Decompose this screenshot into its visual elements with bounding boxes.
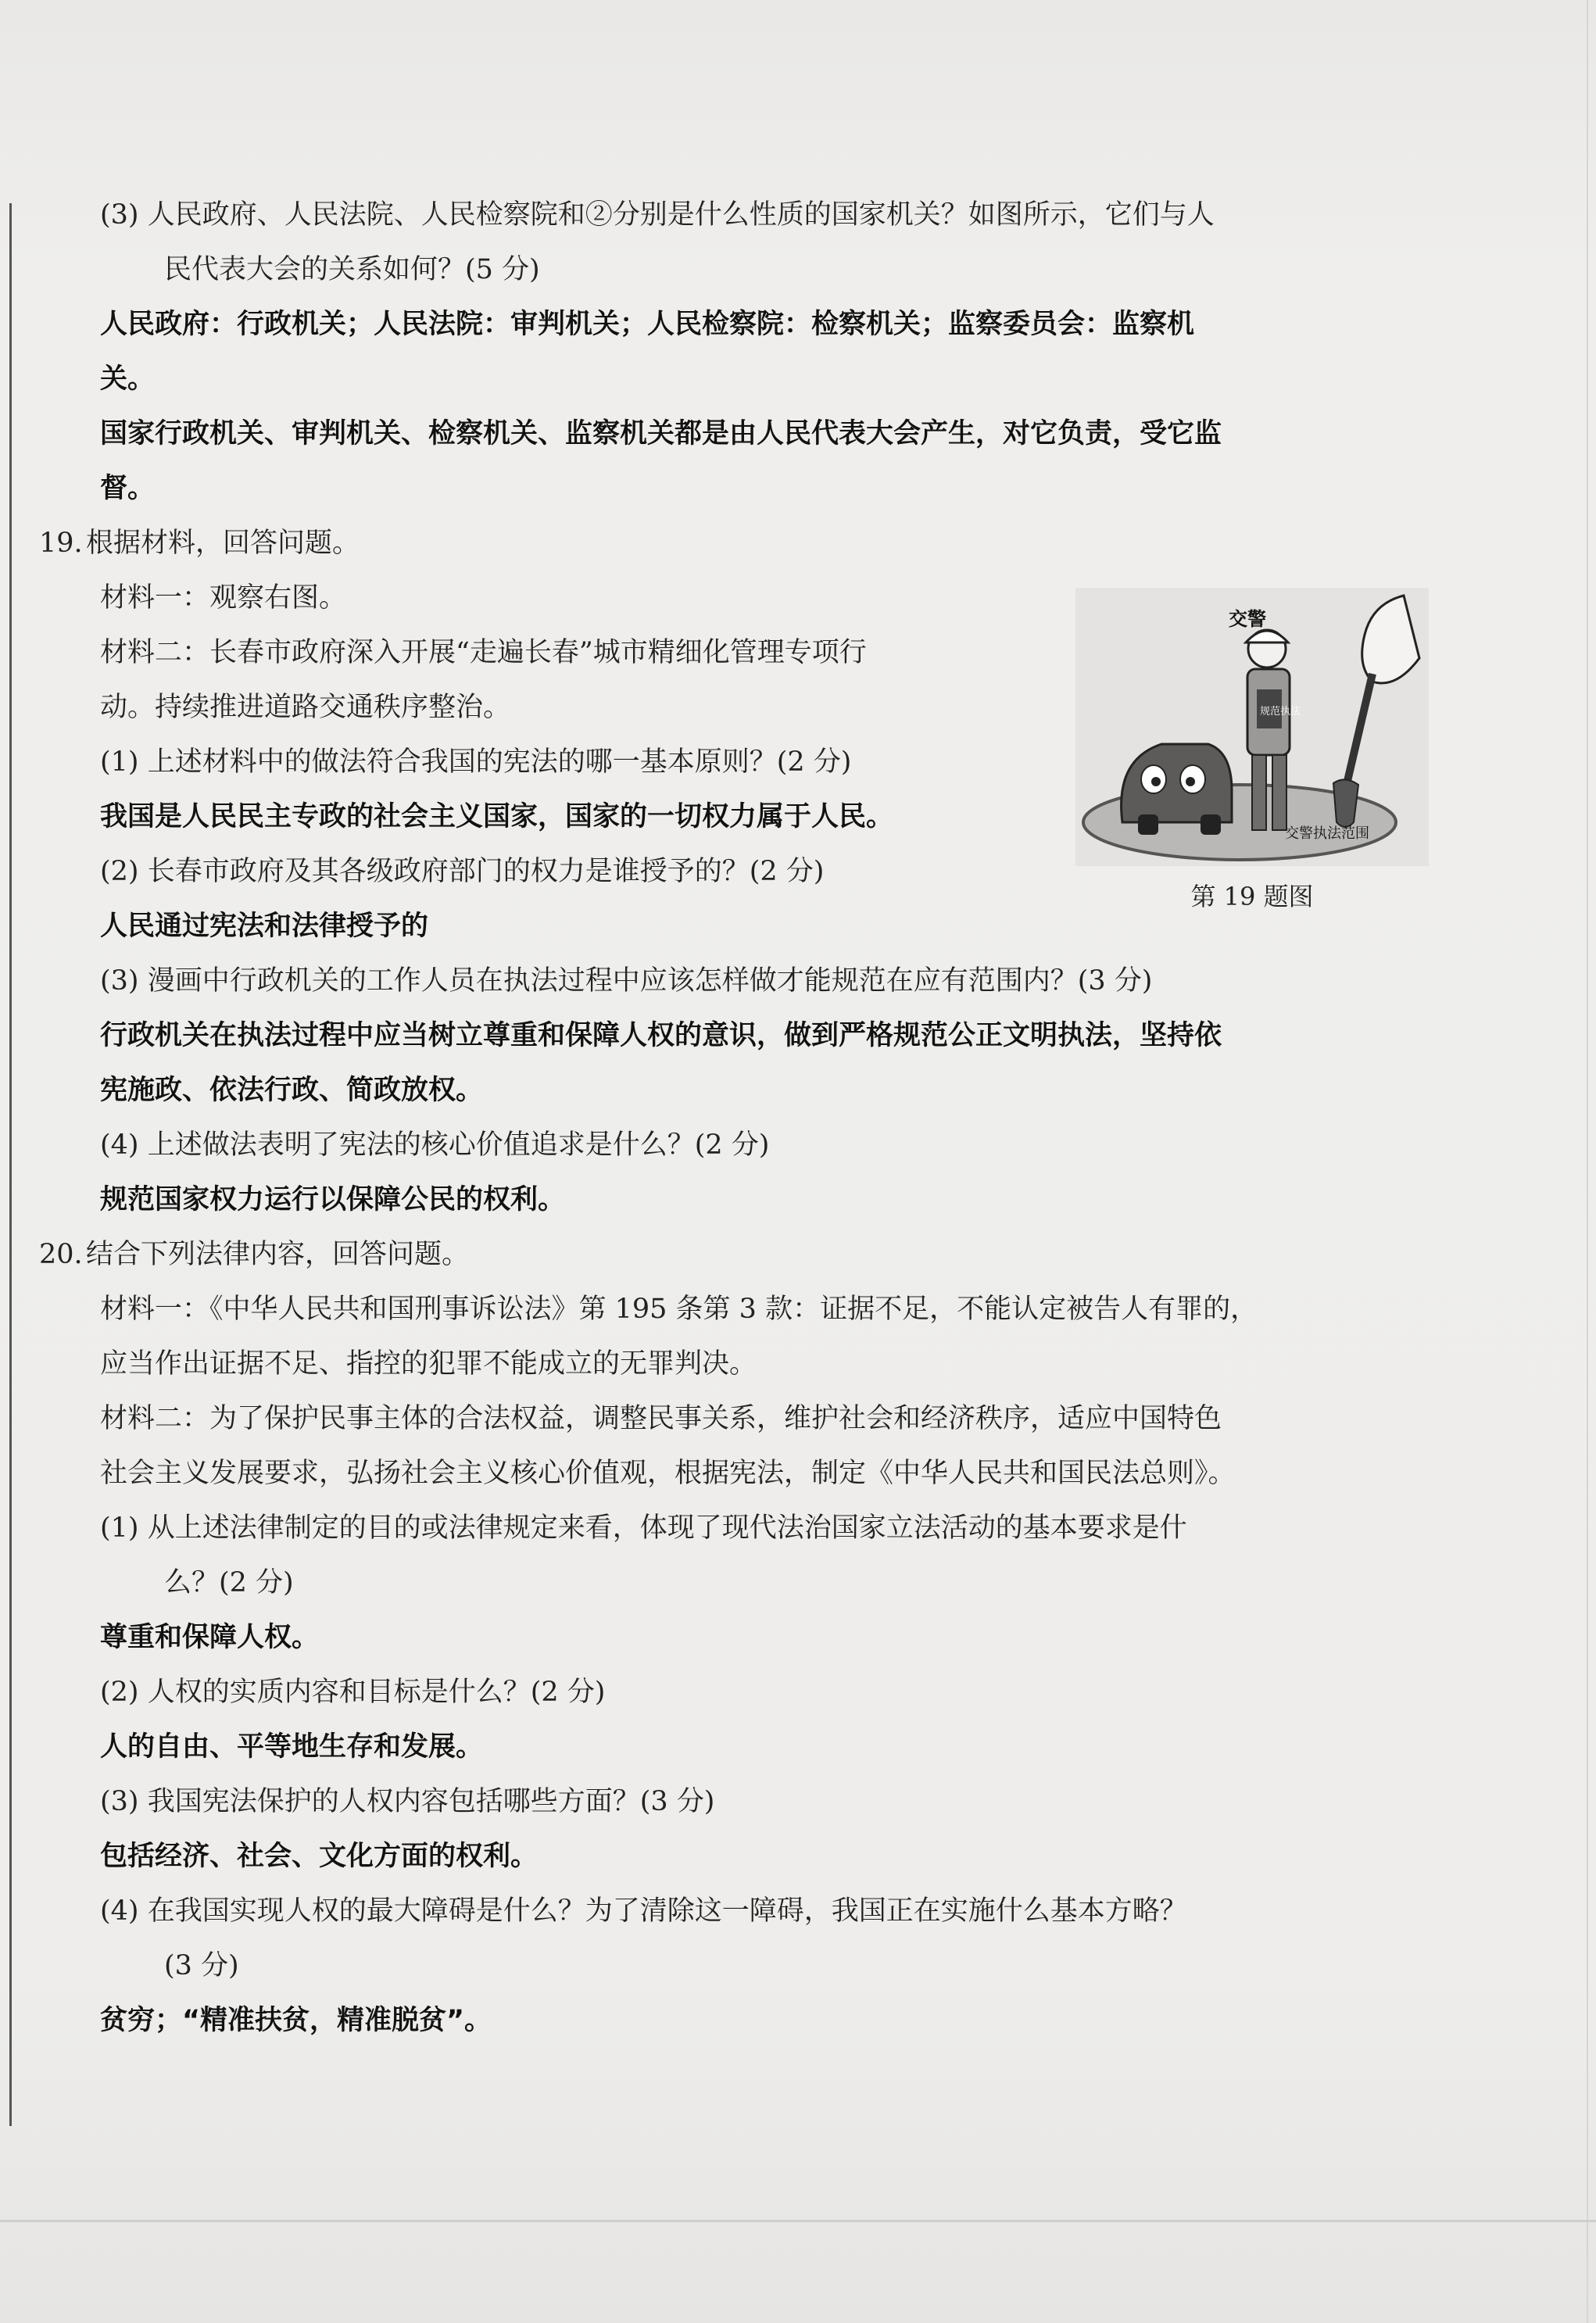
q20-material-1: 材料一：《中华人民共和国刑事诉讼法》第 195 条第 3 款：证据不足，不能认定被告人有罪的， [100, 1294, 1258, 1325]
bottom-rule [0, 2220, 1596, 2222]
q19-sub2: (2) 长春市政府及其各级政府部门的权力是谁授予的？(2 分) [100, 856, 825, 887]
q19-sub1: (1) 上述材料中的做法符合我国的宪法的哪一基本原则？(2 分) [100, 746, 852, 778]
q19-material-2: 材料二：长春市政府深入开展“走遍长春”城市精细化管理专项行 [100, 637, 867, 668]
q18-answer-3a: 人民政府：行政机关；人民法院：审判机关；人民检察院：检察机关；监察委员会：监察机 [100, 309, 1195, 340]
q20-sub3: (3) 我国宪法保护的人权内容包括哪些方面？(3 分) [100, 1786, 715, 1817]
q19-stem-line [39, 516, 1446, 571]
q20-number: 20. [39, 1239, 83, 1270]
q19-material-1: 材料一：观察右图。 [100, 582, 347, 614]
q19-material-2-cont: 动。持续推进道路交通秩序整治。 [100, 692, 511, 723]
q19-answer-2: 人民通过宪法和法律授予的 [100, 911, 429, 942]
q20-sub2: (2) 人权的实质内容和目标是什么？(2 分) [100, 1677, 606, 1708]
q20-answer-1: 尊重和保障人权。 [100, 1622, 320, 1653]
q20-material-2: 材料二：为了保护民事主体的合法权益，调整民事关系，维护社会和经济秩序，适应中国特色 [100, 1403, 1222, 1434]
q20-stem: 结合下列法律内容，回答问题。 [86, 1239, 470, 1270]
q20-answer-2: 人的自由、平等地生存和发展。 [100, 1731, 484, 1763]
q20-stem-line [39, 1227, 1446, 1282]
margin-line [9, 203, 12, 2126]
q20-sub1: (1) 从上述法律制定的目的或法律规定来看，体现了现代法治国家立法活动的基本要求是什 [100, 1512, 1187, 1544]
q18-sub3: (3) 人民政府、人民法院、人民检察院和②分别是什么性质的国家机关？如图所示，它们与人 [100, 199, 1215, 231]
content [39, 188, 1446, 2048]
q18-answer-3a-cont: 关。 [100, 363, 156, 395]
q20-sub1-cont: 么？(2 分) [164, 1567, 294, 1598]
cartoon-illustration [1075, 588, 1429, 866]
q18-answer-3b: 国家行政机关、审判机关、检察机关、监察机关都是由人民代表大会产生，对它负责，受它监 [100, 418, 1222, 449]
q19-answer-3: 行政机关在执法过程中应当树立尊重和保障人权的意识，做到严格规范公正文明执法，坚持依 [100, 1020, 1222, 1051]
q20-material-1-cont: 应当作出证据不足、指控的犯罪不能成立的无罪判决。 [100, 1348, 757, 1380]
page-edge [1587, 0, 1588, 2323]
label-police: 交警 [1229, 608, 1266, 630]
q20-sub4-cont: (3 分) [164, 1950, 239, 1981]
q19-sub3: (3) 漫画中行政机关的工作人员在执法过程中应该怎样做才能规范在应有范围内？(3 分) [100, 965, 1153, 997]
q20-sub4: (4) 在我国实现人权的最大障碍是什么？为了清除这一障碍，我国正在实施什么基本方略？ [100, 1895, 1187, 1927]
q19-sub4: (4) 上述做法表明了宪法的核心价值追求是什么？(2 分) [100, 1129, 770, 1161]
q18-answer-3b-cont: 督。 [100, 473, 156, 504]
q19-number: 19. [39, 528, 83, 559]
q20-material-2-cont: 社会主义发展要求，弘扬社会主义核心价值观，根据宪法，制定《中华人民共和国民法总则》。 [100, 1458, 1236, 1489]
q19-answer-1: 我国是人民民主专政的社会主义国家，国家的一切权力属于人民。 [100, 801, 894, 832]
label-range: 交警执法范围 [1285, 825, 1369, 842]
q19-stem: 根据材料，回答问题。 [86, 528, 360, 559]
q20-answer-4: 贫穷；“精准扶贫，精准脱贫”。 [100, 2005, 492, 2036]
q20-answer-3: 包括经济、社会、文化方面的权利。 [100, 1841, 539, 1872]
q19-answer-4: 规范国家权力运行以保障公民的权利。 [100, 1184, 566, 1215]
q19-figure [1075, 588, 1429, 913]
q19-figure-caption: 第 19 题图 [1190, 882, 1314, 911]
q19-answer-3-cont: 宪施政、依法行政、简政放权。 [100, 1075, 484, 1106]
q18-sub3-cont: 民代表大会的关系如何？(5 分) [164, 254, 540, 285]
car-drawing [1122, 744, 1232, 835]
label-badge: 规范执法 [1260, 706, 1301, 718]
